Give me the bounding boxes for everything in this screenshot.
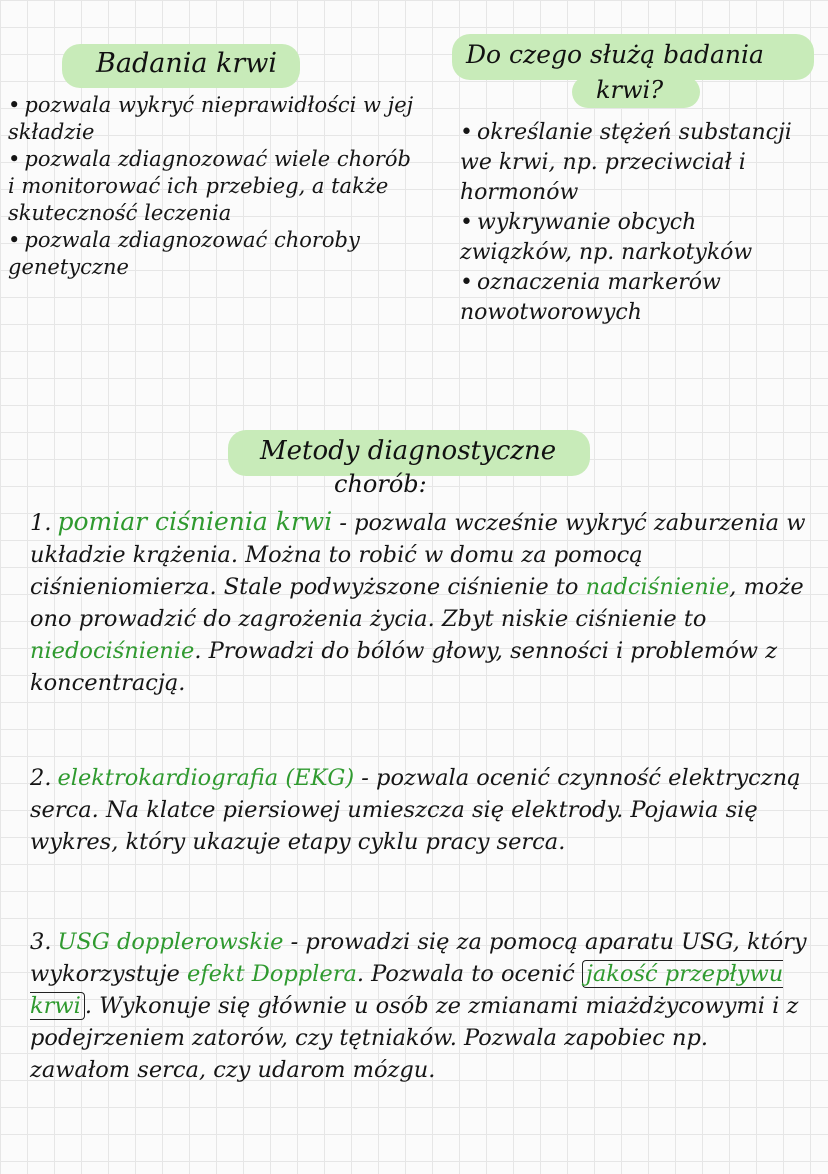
right-title-line1: Do czego służą badania <box>466 40 764 69</box>
method-3-number: 3. <box>30 929 52 955</box>
method-1-number: 1. <box>30 510 52 536</box>
method-3-term-3: jakość przepływu krwi <box>30 961 784 1019</box>
left-item-3: • pozwala zdiagnozować choroby genetyczne <box>8 227 416 281</box>
method-3-text-c: . Wykonuje się głównie u osób ze zmianami miażdżycowymi i z podejrzeniem zatorów, czy tętniaków. Pozwala zapobiec np. zawałom serca, czy udarom mózgu. <box>30 993 799 1083</box>
method-1-term: pomiar ciśnienia krwi <box>57 507 333 536</box>
methods-title-line1: Metody diagnostyczne <box>260 436 557 466</box>
method-3-text-a: - prowadzi się za pomocą aparatu USG, który wykorzystuje <box>30 929 807 987</box>
left-title: Badania krwi <box>96 48 278 79</box>
right-list <box>460 118 810 328</box>
right-item-1: • określanie stężeń substancji we krwi, np. przeciwciał i hormonów <box>460 118 810 208</box>
method-1-text-a: - pozwala wcześnie wykryć zaburzenia w układzie krążenia. Można to robić w domu za pomocą ciśnieniomierza. Stale podwyższone ciśnienie to <box>30 510 806 600</box>
left-item-1: • pozwala wykryć nieprawidłości w jej składzie <box>8 92 416 146</box>
method-2-number: 2. <box>30 765 52 791</box>
method-3 <box>30 926 810 1086</box>
method-1 <box>30 506 810 699</box>
method-2-text: - pozwala ocenić czynność elektryczną serca. Na klatce piersiowej umieszcza się elektrody. Pojawia się wykres, który ukazuje etapy cyklu pracy serca. <box>30 765 801 855</box>
method-1-text-b: , może ono prowadzić do zagrożenia życia. Zbyt niskie ciśnienie to <box>30 574 804 632</box>
right-title-line2: krwi? <box>596 76 664 104</box>
method-3-term-2: efekt Dopplera <box>187 961 357 987</box>
method-3-text-b: . Pozwala to ocenić <box>356 961 582 987</box>
method-1-term-2: nadciśnienie <box>585 574 730 600</box>
methods-title-line2: chorób: <box>334 470 427 498</box>
method-2-term: elektrokardiografia (EKG) <box>57 765 355 791</box>
left-item-2: • pozwala zdiagnozować wiele chorób i monitorować ich przebieg, a także skuteczność leczenia <box>8 146 416 227</box>
method-2 <box>30 762 810 858</box>
right-item-3: • oznaczenia markerów nowotworowych <box>460 268 810 328</box>
method-1-text-c: . Prowadzi do bólów głowy, senności i problemów z koncentracją. <box>30 638 778 696</box>
right-item-2: • wykrywanie obcych związków, np. narkotyków <box>460 208 810 268</box>
method-1-term-3: niedociśnienie <box>30 638 195 664</box>
left-list <box>8 92 416 281</box>
method-3-term: USG dopplerowskie <box>57 929 284 955</box>
